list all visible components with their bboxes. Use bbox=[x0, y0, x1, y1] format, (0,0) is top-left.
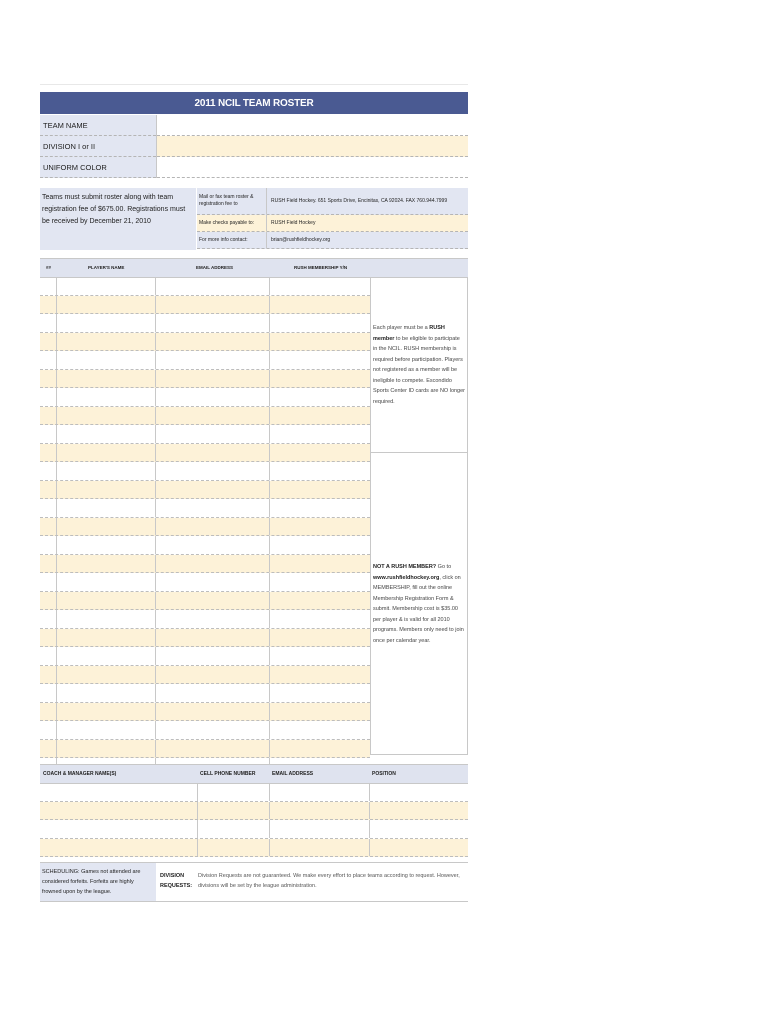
col-coach-email-header: EMAIL ADDRESS bbox=[272, 771, 314, 777]
table-cell-divider bbox=[269, 536, 270, 554]
table-row[interactable] bbox=[40, 703, 370, 722]
table-row[interactable] bbox=[40, 462, 370, 481]
team-name-field[interactable] bbox=[157, 115, 469, 136]
table-cell-divider bbox=[155, 536, 156, 554]
table-row[interactable] bbox=[40, 425, 370, 444]
col-cell-phone-header: CELL PHONE NUMBER bbox=[200, 771, 256, 777]
membership-note-text: Each player must be a bbox=[373, 325, 430, 331]
division-requests-text: Division Requests are not guaranteed. We make every effort to place teams according to request. However, divisions will be set by the league administration. bbox=[198, 873, 460, 889]
table-row[interactable] bbox=[40, 333, 370, 352]
membership-note-bold: RUSH member bbox=[373, 325, 445, 342]
table-cell-divider bbox=[269, 388, 270, 406]
table-cell-divider bbox=[269, 314, 270, 332]
table-cell-divider bbox=[155, 277, 156, 295]
table-cell-divider bbox=[56, 666, 57, 684]
table-row[interactable] bbox=[40, 536, 370, 555]
table-cell-divider bbox=[269, 499, 270, 517]
table-cell-divider bbox=[155, 314, 156, 332]
col-coach-name-header: COACH & MANAGER NAME(S) bbox=[43, 771, 117, 777]
col-position-header: POSITION bbox=[372, 771, 396, 777]
table-cell-divider bbox=[56, 388, 57, 406]
scheduling-note: SCHEDULING: Games not attended are considered forfeits. Forfeits are highly frowned upon by the league. bbox=[40, 863, 156, 901]
submission-notice-text: Teams must submit roster along with team registration fee of $675.00. Registrations must be received by December 21, 2010 bbox=[40, 188, 196, 250]
table-cell-divider bbox=[155, 296, 156, 314]
table-cell-divider bbox=[155, 684, 156, 702]
footer bbox=[40, 862, 468, 902]
coach-header bbox=[40, 764, 468, 784]
col-email-header: EMAIL ADDRESS bbox=[196, 265, 234, 270]
table-cell-divider bbox=[155, 407, 156, 425]
table-cell-divider bbox=[155, 499, 156, 517]
page-title: 2011 NCIL TEAM ROSTER bbox=[40, 92, 468, 114]
table-cell-divider bbox=[56, 518, 57, 536]
table-cell-divider bbox=[155, 518, 156, 536]
table-row[interactable] bbox=[40, 481, 370, 500]
table-cell-divider bbox=[56, 721, 57, 739]
table-cell-divider bbox=[56, 647, 57, 665]
table-cell-divider bbox=[369, 820, 370, 838]
table-cell-divider bbox=[269, 462, 270, 480]
table-cell-divider bbox=[155, 721, 156, 739]
table-cell-divider bbox=[269, 740, 270, 758]
table-cell-divider bbox=[155, 573, 156, 591]
table-cell-divider bbox=[269, 407, 270, 425]
mail-label: Mail or fax team roster & registration fee to bbox=[197, 188, 267, 214]
table-cell-divider bbox=[56, 296, 57, 314]
table-cell-divider bbox=[56, 462, 57, 480]
table-cell-divider bbox=[197, 839, 198, 857]
table-cell-divider bbox=[56, 684, 57, 702]
table-cell-divider bbox=[155, 462, 156, 480]
table-cell-divider bbox=[269, 783, 270, 801]
table-cell-divider bbox=[56, 481, 57, 499]
join-note-link[interactable]: www.rushfieldhockey.org bbox=[373, 574, 440, 581]
table-row[interactable] bbox=[40, 592, 370, 611]
table-row[interactable] bbox=[40, 629, 370, 648]
table-cell-divider bbox=[269, 351, 270, 369]
uniform-color-label: UNIFORM COLOR bbox=[40, 157, 157, 178]
table-row[interactable] bbox=[40, 610, 370, 629]
table-cell-divider bbox=[269, 802, 270, 820]
table-cell-divider bbox=[56, 629, 57, 647]
table-cell-divider bbox=[155, 555, 156, 573]
table-row[interactable] bbox=[40, 388, 370, 407]
table-row[interactable] bbox=[40, 370, 370, 389]
table-row[interactable] bbox=[40, 277, 370, 296]
submission-notice bbox=[40, 188, 468, 250]
team-name-label: TEAM NAME bbox=[40, 115, 157, 136]
table-cell-divider bbox=[56, 536, 57, 554]
table-row[interactable] bbox=[40, 407, 370, 426]
table-row[interactable] bbox=[40, 296, 370, 315]
table-cell-divider bbox=[56, 610, 57, 628]
player-roster-table bbox=[40, 277, 370, 777]
table-cell-divider bbox=[269, 647, 270, 665]
table-cell-divider bbox=[155, 481, 156, 499]
table-cell-divider bbox=[197, 802, 198, 820]
table-cell-divider bbox=[269, 820, 270, 838]
payable-value: RUSH Field Hockey bbox=[271, 220, 316, 226]
table-cell-divider bbox=[155, 610, 156, 628]
table-cell-divider bbox=[56, 703, 57, 721]
table-cell-divider bbox=[197, 783, 198, 801]
roster-header bbox=[40, 258, 468, 278]
table-cell-divider bbox=[269, 839, 270, 857]
table-cell-divider bbox=[155, 444, 156, 462]
contact-email[interactable]: brian@rushfieldhockey.org bbox=[271, 237, 331, 243]
contact-label: For more info contact: bbox=[197, 232, 267, 248]
membership-note bbox=[370, 277, 468, 453]
join-note bbox=[370, 453, 468, 755]
table-row[interactable] bbox=[40, 573, 370, 592]
table-row[interactable] bbox=[40, 647, 370, 666]
table-cell-divider bbox=[155, 666, 156, 684]
table-cell-divider bbox=[155, 351, 156, 369]
table-cell-divider bbox=[155, 629, 156, 647]
table-cell-divider bbox=[269, 277, 270, 295]
table-cell-divider bbox=[155, 647, 156, 665]
table-cell-divider bbox=[56, 740, 57, 758]
table-cell-divider bbox=[369, 802, 370, 820]
col-number-header: ## bbox=[46, 265, 52, 270]
payable-label: Make checks payable to: bbox=[197, 215, 267, 231]
table-cell-divider bbox=[269, 703, 270, 721]
table-row[interactable] bbox=[40, 444, 370, 463]
table-cell-divider bbox=[155, 333, 156, 351]
table-cell-divider bbox=[155, 425, 156, 443]
table-cell-divider bbox=[269, 592, 270, 610]
table-cell-divider bbox=[269, 610, 270, 628]
table-cell-divider bbox=[269, 444, 270, 462]
table-cell-divider bbox=[155, 703, 156, 721]
table-row[interactable] bbox=[40, 740, 370, 759]
table-row[interactable] bbox=[40, 351, 370, 370]
table-row[interactable] bbox=[40, 721, 370, 740]
table-cell-divider bbox=[56, 592, 57, 610]
table-cell-divider bbox=[269, 721, 270, 739]
division-requests-label: DIVISION REQUESTS: bbox=[160, 873, 193, 889]
table-row[interactable] bbox=[40, 802, 468, 821]
table-row[interactable] bbox=[40, 499, 370, 518]
table-cell-divider bbox=[155, 592, 156, 610]
table-row[interactable] bbox=[40, 820, 468, 839]
team-name-row bbox=[40, 115, 468, 136]
table-cell-divider bbox=[269, 684, 270, 702]
division-label: DIVISION I or II bbox=[40, 136, 157, 157]
mail-address: RUSH Field Hockey. 651 Sports Drive, Encinitas, CA 92024. FAX 760.944.7999 bbox=[271, 198, 448, 204]
table-cell-divider bbox=[269, 370, 270, 388]
table-cell-divider bbox=[56, 425, 57, 443]
table-cell-divider bbox=[155, 388, 156, 406]
join-note-heading: NOT A RUSH MEMBER? bbox=[373, 564, 437, 570]
division-row bbox=[40, 136, 468, 157]
contact-row bbox=[197, 232, 468, 249]
table-cell-divider bbox=[56, 499, 57, 517]
contact-rows bbox=[197, 188, 468, 249]
table-cell-divider bbox=[269, 573, 270, 591]
table-cell-divider bbox=[56, 444, 57, 462]
table-row[interactable] bbox=[40, 783, 468, 802]
table-cell-divider bbox=[56, 573, 57, 591]
uniform-color-field[interactable] bbox=[157, 157, 469, 178]
table-cell-divider bbox=[369, 783, 370, 801]
page-frame bbox=[40, 84, 468, 85]
col-player-name-header: PLAYER'S NAME bbox=[88, 265, 125, 270]
table-cell-divider bbox=[269, 555, 270, 573]
table-row[interactable] bbox=[40, 555, 370, 574]
table-cell-divider bbox=[269, 296, 270, 314]
mail-row bbox=[197, 188, 468, 215]
table-cell-divider bbox=[269, 481, 270, 499]
table-cell-divider bbox=[155, 740, 156, 758]
col-membership-header: RUSH MEMBERSHIP Y/N bbox=[294, 265, 348, 270]
join-note-text: Go to bbox=[436, 564, 452, 570]
table-cell-divider bbox=[269, 666, 270, 684]
table-cell-divider bbox=[56, 370, 57, 388]
table-cell-divider bbox=[56, 555, 57, 573]
division-field[interactable] bbox=[157, 136, 469, 157]
table-cell-divider bbox=[269, 518, 270, 536]
table-row[interactable] bbox=[40, 314, 370, 333]
table-row[interactable] bbox=[40, 684, 370, 703]
coach-table bbox=[40, 783, 468, 857]
table-cell-divider bbox=[269, 629, 270, 647]
table-row[interactable] bbox=[40, 839, 468, 858]
table-cell-divider bbox=[269, 333, 270, 351]
table-cell-divider bbox=[56, 351, 57, 369]
table-cell-divider bbox=[56, 407, 57, 425]
table-cell-divider bbox=[56, 314, 57, 332]
payable-row bbox=[197, 215, 468, 232]
team-info-table bbox=[40, 115, 468, 178]
join-note-text-2: , click on MEMBERSHIP, fill out the online Membership Registration Form & submit. Membership cost is $35.00 per player & is valid for all 2010 programs. Members only need to join once per calendar year. bbox=[373, 574, 464, 644]
table-row[interactable] bbox=[40, 666, 370, 685]
membership-note-text-2: to be eligible to participate in the NCIL. RUSH membership is required before participation. Players not registered as a member will be ineligible to compete. Escondido Sports Center ID cards are NO longer required. bbox=[373, 335, 466, 405]
table-cell-divider bbox=[369, 839, 370, 857]
table-cell-divider bbox=[56, 333, 57, 351]
table-cell-divider bbox=[56, 277, 57, 295]
table-cell-divider bbox=[197, 820, 198, 838]
table-cell-divider bbox=[155, 370, 156, 388]
table-row[interactable] bbox=[40, 518, 370, 537]
table-cell-divider bbox=[269, 425, 270, 443]
uniform-color-row bbox=[40, 157, 468, 178]
